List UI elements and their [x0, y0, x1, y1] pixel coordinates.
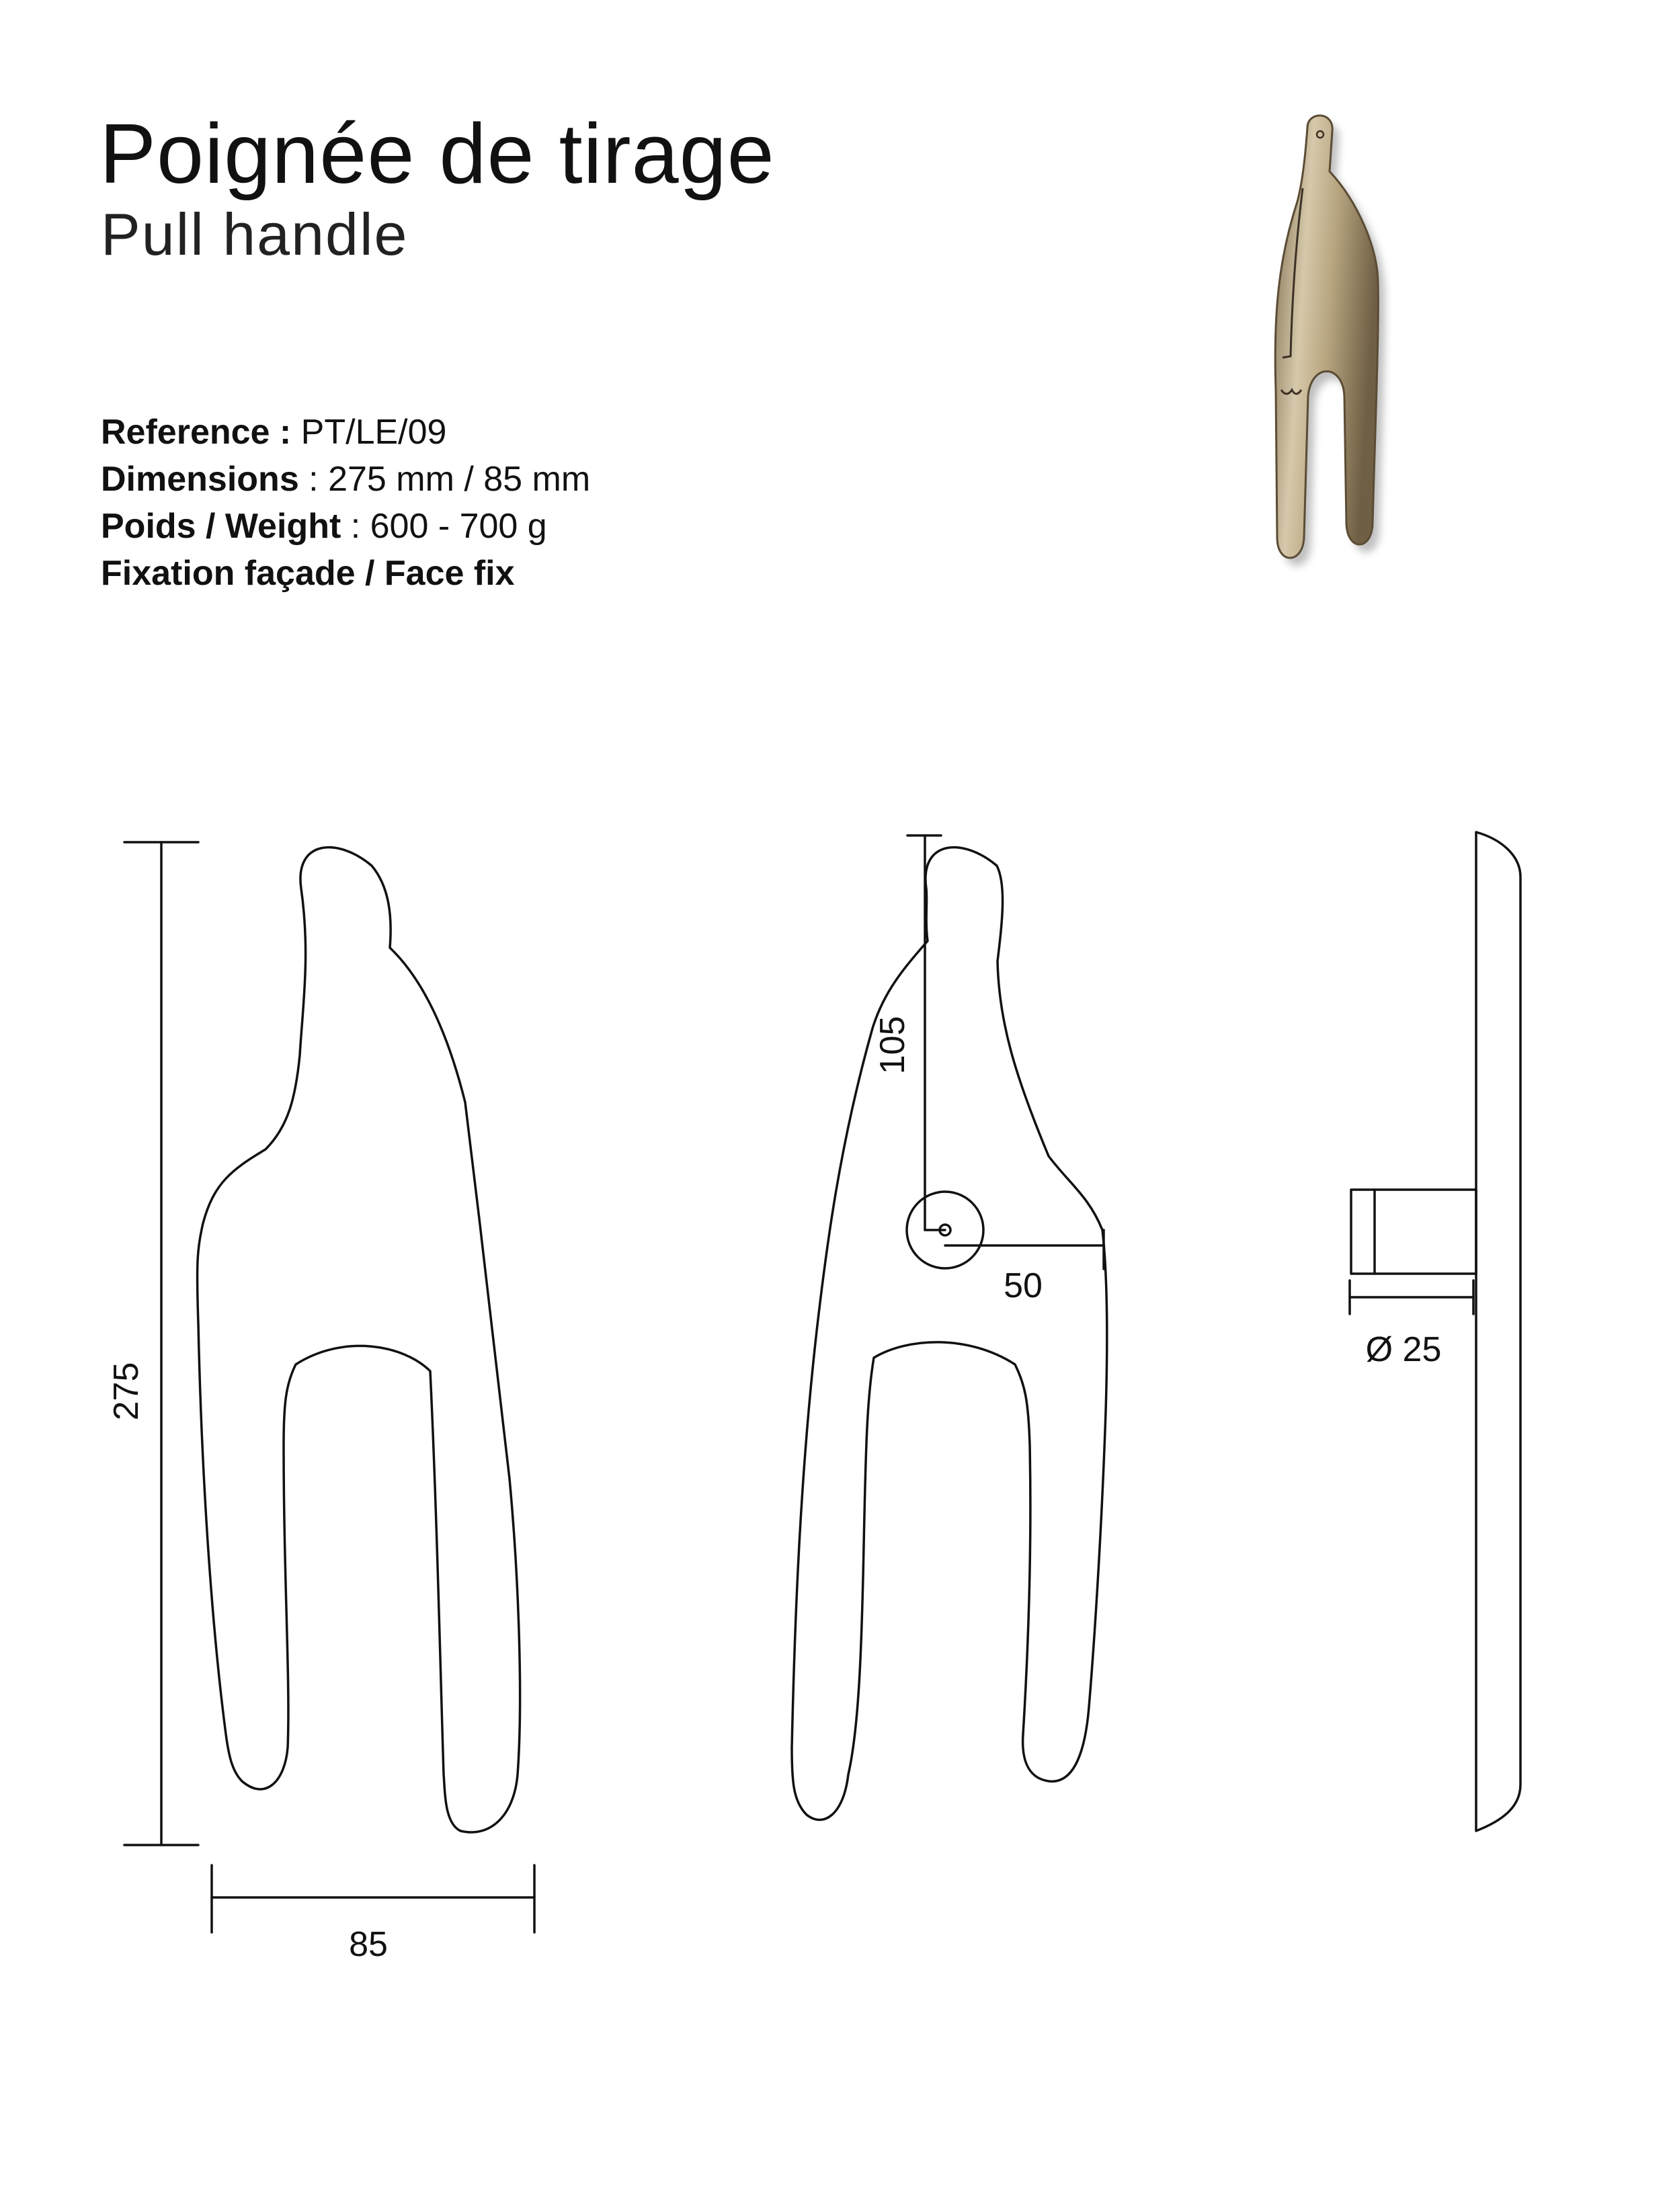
- dimension-diameter-label: Ø 25: [1365, 1330, 1442, 1369]
- spec-label: Dimensions: [101, 460, 299, 499]
- spec-value: PT/LE/09: [291, 413, 447, 452]
- spec-value: : 600 - 700 g: [341, 507, 547, 546]
- spec-label: Poids / Weight: [101, 507, 341, 546]
- front-view-outline: [197, 848, 520, 1832]
- dimension-height-label: 275: [107, 1362, 146, 1421]
- side-view-outline: [1476, 832, 1520, 1831]
- dimension-vertical-offset-label: 105: [873, 1016, 912, 1075]
- dimension-width-label: 85: [349, 1925, 388, 1964]
- spec-value: : 275 mm / 85 mm: [298, 460, 591, 499]
- dimension-horizontal-offset-label: 50: [1004, 1266, 1043, 1305]
- back-view-outline: [792, 848, 1107, 1820]
- page-title: Poignée de tirage: [99, 106, 775, 201]
- spec-label: Fixation façade / Face fix: [101, 554, 515, 593]
- spec-label: Reference :: [101, 413, 292, 452]
- page-subtitle: Pull handle: [101, 201, 409, 268]
